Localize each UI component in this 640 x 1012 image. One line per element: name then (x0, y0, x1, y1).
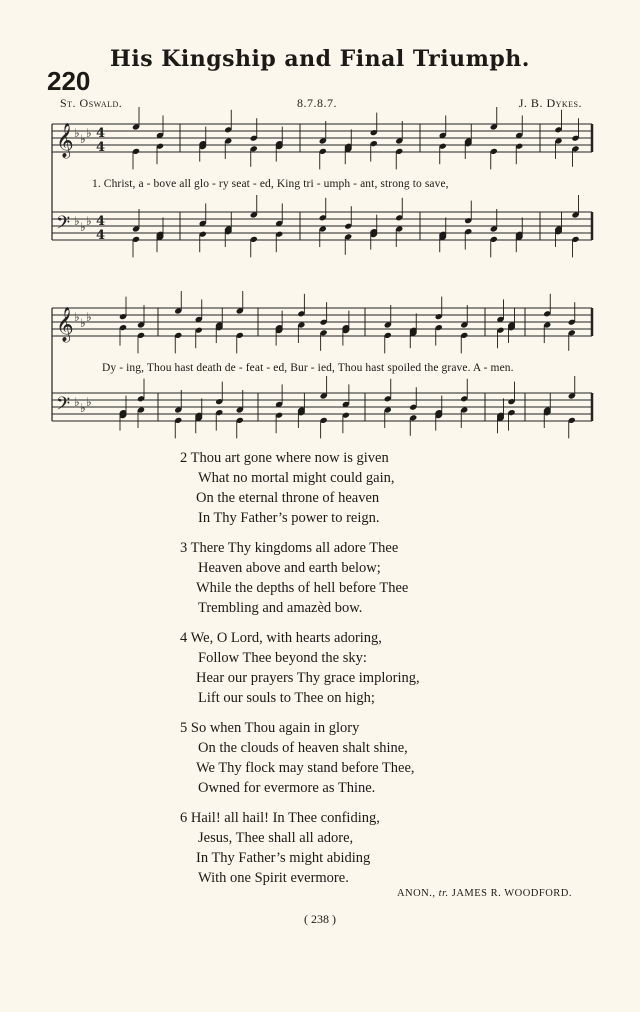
attribution (397, 888, 572, 899)
verse-line (180, 468, 420, 488)
page-number: ( 238 ) (304, 912, 336, 926)
verse-number: 6 (180, 810, 191, 826)
verse-line (180, 598, 420, 618)
verse-number: 2 (180, 450, 191, 466)
flat-icon: ♭ (74, 395, 80, 409)
verse-4 (180, 628, 420, 708)
verse-line (180, 668, 420, 688)
verse-text: Heaven above and earth below; (198, 560, 381, 576)
verse-line (180, 448, 420, 468)
tune-name: St. Oswald. (60, 96, 123, 110)
treble-clef-icon: 𝄞 (56, 123, 74, 158)
verse-line (180, 718, 420, 738)
verse-text: Thou art gone where now is given (190, 450, 389, 466)
verse-text: In Thy Father’s power to reign. (198, 510, 380, 526)
author: ANON., (396, 888, 436, 899)
meter: 8.7.8.7. (297, 96, 337, 110)
verse-number: 4 (180, 630, 191, 646)
verse-line (180, 688, 420, 708)
verse-text: What no mortal might could gain, (198, 470, 395, 486)
verse-text: Follow Thee beyond the sky: (198, 650, 367, 666)
verse-5 (180, 718, 420, 798)
verse-line (180, 508, 420, 528)
verse-text: With one Spirit evermore. (198, 870, 349, 886)
verse-line (180, 828, 420, 848)
verse-number: 5 (180, 720, 191, 736)
flat-icon: ♭ (74, 214, 80, 228)
verse-number: 3 (180, 540, 191, 556)
verse-3 (180, 538, 420, 618)
verse-line (180, 628, 420, 648)
treble-clef-icon: 𝄞 (56, 307, 74, 342)
bass-clef-icon: 𝄢 (56, 394, 71, 419)
lyric-line-2: Dy - ing, Thou hast death de - feat - ed, Bur - ied, Thou hast spoiled the grave. A - men. (102, 362, 514, 374)
flat-icon: ♭ (86, 310, 92, 324)
verse-text: We Thy flock may stand before Thee, (196, 760, 415, 776)
verse-line (180, 488, 420, 508)
hymn-number: 220 (47, 66, 91, 96)
flat-icon: ♭ (86, 126, 92, 140)
verse-text: In Thy Father’s might abiding (196, 850, 371, 866)
verse-6 (180, 808, 420, 888)
verse-text: Jesus, Thee shall all adore, (198, 830, 354, 846)
flat-icon: ♭ (86, 214, 92, 228)
verse-line (180, 778, 420, 798)
flat-icon: ♭ (80, 132, 86, 146)
time-signature: 4 (96, 140, 106, 155)
verses (180, 448, 420, 898)
verse-text: Hail! all hail! In Thee confiding, (190, 810, 380, 826)
bass-clef-icon: 𝄢 (56, 213, 71, 238)
translator-label: tr. (438, 888, 449, 899)
verse-text: Lift our souls to Thee on high; (198, 690, 375, 706)
verse-line (180, 558, 420, 578)
verse-text: There Thy kingdoms all adore Thee (190, 540, 399, 556)
verse-line (180, 648, 420, 668)
verse-line (180, 808, 420, 828)
verse-text: On the eternal throne of heaven (196, 490, 380, 506)
hymn-title: His Kingship and Final Triumph. (110, 46, 530, 72)
verse-line (180, 868, 420, 888)
music-score (0, 0, 640, 440)
verse-text: We, O Lord, with hearts adoring, (190, 630, 382, 646)
verse-text: On the clouds of heaven shalt shine, (198, 740, 408, 756)
translator: JAMES R. WOODFORD. (451, 888, 572, 899)
verse-line (180, 758, 420, 778)
flat-icon: ♭ (74, 126, 80, 140)
verse-text: While the depths of hell before Thee (196, 580, 409, 596)
time-signature: 4 (96, 228, 106, 243)
time-signature: 4 (96, 214, 106, 229)
verse-text: Trembling and amazèd bow. (198, 600, 363, 616)
verse-line (180, 578, 420, 598)
verse-2 (180, 448, 420, 528)
verse-text: So when Thou again in glory (190, 720, 360, 736)
flat-icon: ♭ (80, 316, 86, 330)
verse-text: Owned for evermore as Thine. (198, 780, 376, 796)
verse-text: Hear our prayers Thy grace imploring, (196, 670, 420, 686)
verse-line (180, 738, 420, 758)
flat-icon: ♭ (74, 310, 80, 324)
flat-icon: ♭ (80, 220, 86, 234)
flat-icon: ♭ (86, 395, 92, 409)
composer: J. B. Dykes. (518, 96, 582, 110)
verse-line (180, 848, 420, 868)
flat-icon: ♭ (80, 401, 86, 415)
lyric-line-1: 1. Christ, a - bove all glo - ry seat - ed, King tri - umph - ant, strong to save, (92, 178, 449, 190)
verse-line (180, 538, 420, 558)
time-signature: 4 (96, 126, 106, 141)
